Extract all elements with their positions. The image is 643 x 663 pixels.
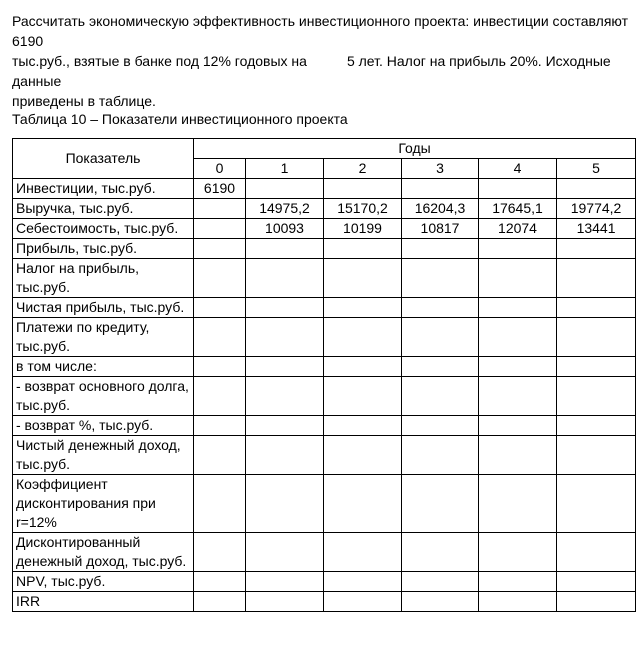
value-cell <box>402 239 479 259</box>
value-cell <box>557 357 636 377</box>
table-row <box>13 572 636 592</box>
value-cell <box>194 377 246 416</box>
task-line-3: приведены в таблице. <box>12 93 156 109</box>
value-cell <box>557 179 636 199</box>
value-cell <box>194 416 246 436</box>
value-cell <box>557 592 636 612</box>
row-label: - возврат основного долга, тыс.руб. <box>13 377 194 416</box>
value-cell <box>194 436 246 475</box>
value-cell <box>324 475 402 533</box>
row-label: Дисконтированный денежный доход, тыс.руб. <box>13 533 194 572</box>
value-cell <box>246 357 324 377</box>
table-row <box>13 416 636 436</box>
value-cell <box>402 298 479 318</box>
value-cell <box>402 377 479 416</box>
value-cell <box>194 318 246 357</box>
value-cell <box>324 377 402 416</box>
years-header: Годы <box>194 139 636 159</box>
value-cell <box>246 533 324 572</box>
table-row <box>13 259 636 298</box>
table-body <box>13 179 636 612</box>
row-label: NPV, тыс.руб. <box>13 572 194 592</box>
value-cell <box>324 179 402 199</box>
row-label: Выручка, тыс.руб. <box>13 199 194 219</box>
table-row <box>13 199 636 219</box>
task-line-2b: 5 лет. Налог на прибыль 20%. Исходные данные <box>12 53 611 89</box>
value-cell <box>479 259 557 298</box>
task-line-1: Рассчитать экономическую эффективность инвестиционного проекта: инвестиции составляют 6190 <box>12 13 628 49</box>
value-cell <box>246 377 324 416</box>
value-cell <box>557 239 636 259</box>
value-cell <box>479 318 557 357</box>
value-cell <box>324 436 402 475</box>
value-cell <box>479 592 557 612</box>
value-cell <box>246 592 324 612</box>
year-header-5: 5 <box>557 159 636 179</box>
value-cell: 16204,3 <box>402 199 479 219</box>
row-label: IRR <box>13 592 194 612</box>
value-cell <box>479 436 557 475</box>
value-cell <box>246 572 324 592</box>
value-cell <box>194 259 246 298</box>
value-cell: 13441 <box>557 219 636 239</box>
table-row <box>13 475 636 533</box>
value-cell <box>324 572 402 592</box>
value-cell <box>402 259 479 298</box>
value-cell <box>246 436 324 475</box>
value-cell <box>402 436 479 475</box>
value-cell <box>479 416 557 436</box>
table-row <box>13 592 636 612</box>
value-cell <box>557 318 636 357</box>
value-cell <box>194 475 246 533</box>
value-cell <box>402 475 479 533</box>
value-cell <box>246 318 324 357</box>
value-cell <box>246 475 324 533</box>
value-cell: 12074 <box>479 219 557 239</box>
row-label: Чистая прибыль, тыс.руб. <box>13 298 194 318</box>
value-cell <box>324 318 402 357</box>
value-cell <box>479 475 557 533</box>
value-cell <box>246 179 324 199</box>
value-cell <box>194 572 246 592</box>
value-cell <box>402 592 479 612</box>
table-row <box>13 239 636 259</box>
year-header-4: 4 <box>479 159 557 179</box>
value-cell <box>194 219 246 239</box>
value-cell <box>479 572 557 592</box>
row-label: Чистый денежный доход, тыс.руб. <box>13 436 194 475</box>
value-cell: 10817 <box>402 219 479 239</box>
indicator-header: Показатель <box>13 139 194 179</box>
year-header-0: 0 <box>194 159 246 179</box>
value-cell: 15170,2 <box>324 199 402 219</box>
value-cell <box>194 592 246 612</box>
row-label: Налог на прибыль, тыс.руб. <box>13 259 194 298</box>
value-cell <box>402 572 479 592</box>
row-label: Себестоимость, тыс.руб. <box>13 219 194 239</box>
value-cell <box>194 533 246 572</box>
table-row <box>13 377 636 416</box>
value-cell <box>557 572 636 592</box>
table-row <box>13 533 636 572</box>
table-row <box>13 357 636 377</box>
task-statement <box>12 11 637 111</box>
value-cell <box>246 239 324 259</box>
table-row <box>13 179 636 199</box>
value-cell: 10199 <box>324 219 402 239</box>
value-cell <box>557 298 636 318</box>
value-cell <box>246 298 324 318</box>
investment-table <box>12 138 636 612</box>
row-label: - возврат %, тыс.руб. <box>13 416 194 436</box>
value-cell: 10093 <box>246 219 324 239</box>
value-cell <box>479 533 557 572</box>
row-label: Прибыль, тыс.руб. <box>13 239 194 259</box>
value-cell <box>479 357 557 377</box>
value-cell <box>324 592 402 612</box>
table-row <box>13 298 636 318</box>
value-cell <box>324 239 402 259</box>
value-cell <box>402 318 479 357</box>
value-cell <box>194 357 246 377</box>
value-cell <box>246 259 324 298</box>
value-cell <box>324 298 402 318</box>
value-cell <box>194 298 246 318</box>
value-cell <box>479 298 557 318</box>
value-cell <box>324 416 402 436</box>
value-cell <box>246 416 324 436</box>
table-row <box>13 436 636 475</box>
value-cell <box>194 239 246 259</box>
value-cell <box>402 179 479 199</box>
row-label: Платежи по кредиту, тыс.руб. <box>13 318 194 357</box>
value-cell: 6190 <box>194 179 246 199</box>
value-cell <box>324 533 402 572</box>
value-cell <box>479 179 557 199</box>
value-cell <box>557 416 636 436</box>
task-line-2a: тыс.руб., взятые в банке под 12% годовых на <box>12 53 307 69</box>
value-cell <box>557 533 636 572</box>
value-cell <box>324 357 402 377</box>
value-cell <box>479 377 557 416</box>
value-cell: 19774,2 <box>557 199 636 219</box>
value-cell <box>557 259 636 298</box>
row-label: Инвестиции, тыс.руб. <box>13 179 194 199</box>
table-row <box>13 318 636 357</box>
table-row <box>13 219 636 239</box>
year-header-1: 1 <box>246 159 324 179</box>
value-cell <box>324 259 402 298</box>
value-cell <box>557 377 636 416</box>
table-caption: Таблица 10 – Показатели инвестиционного проекта <box>12 111 348 127</box>
value-cell <box>194 199 246 219</box>
value-cell: 17645,1 <box>479 199 557 219</box>
value-cell <box>402 533 479 572</box>
value-cell <box>479 239 557 259</box>
value-cell <box>402 416 479 436</box>
value-cell: 14975,2 <box>246 199 324 219</box>
year-header-3: 3 <box>402 159 479 179</box>
value-cell <box>557 436 636 475</box>
value-cell <box>557 475 636 533</box>
value-cell <box>402 357 479 377</box>
row-label: Коэффициент дисконтирования при r=12% <box>13 475 194 533</box>
year-header-2: 2 <box>324 159 402 179</box>
row-label: в том числе: <box>13 357 194 377</box>
